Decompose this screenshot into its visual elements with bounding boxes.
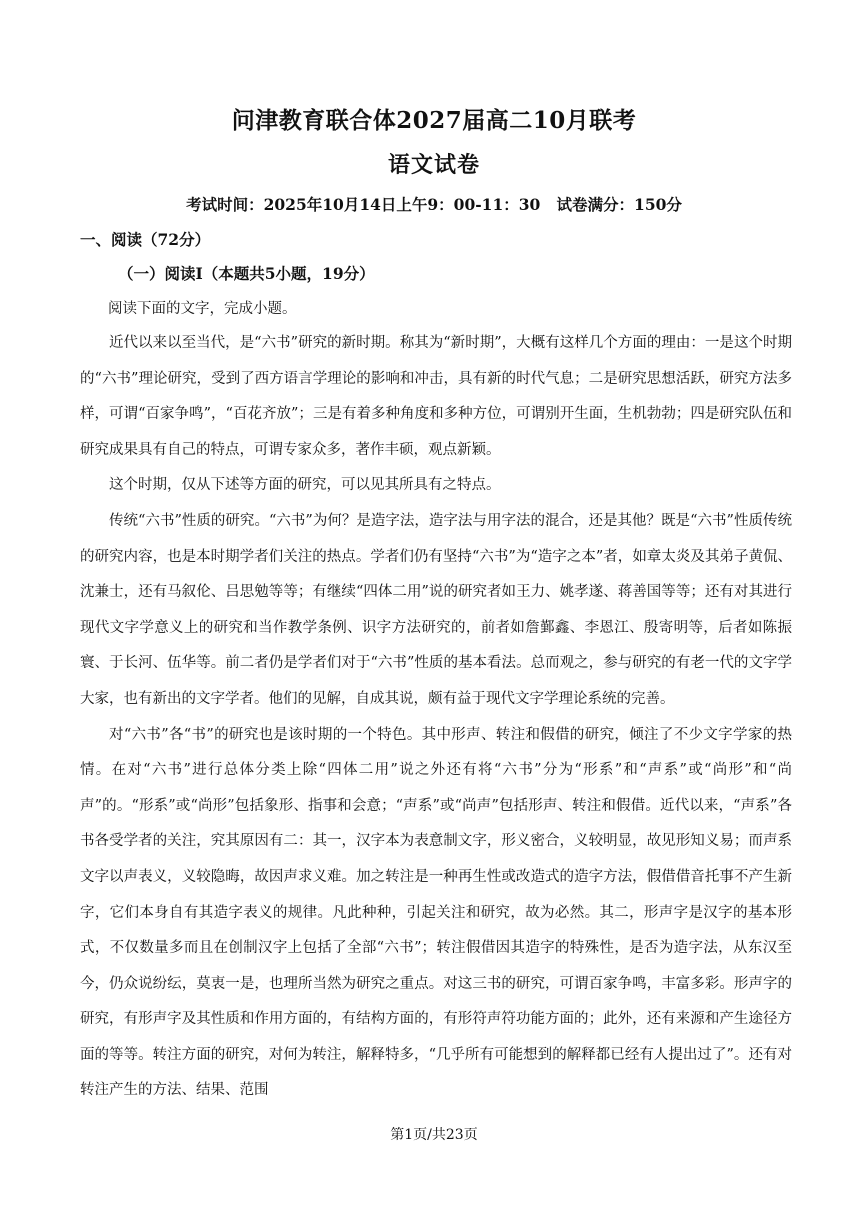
exam-info-line	[0, 193, 868, 215]
passage-paragraph-4: 对“六书”各“书”的研究也是该时期的一个特色。其中形声、转注和假借的研究，倾注了不少文字学家的热情。在对“六书”进行总体分类上除“四体二用”说之外还有将“六书”分为“形系”和“声系”或“尚形”和“尚声”的。“形系”或“尚形”包括象形、指事和会意；“声系”或“尚声”包括形声、转注和假借。近代以来，“声系”各书各受学者的关注，究其原因有二：其一，汉字本为表意制文字，形义密合，义较明显，故见形知义易；而声系文字以声表义，义较隐晦，故因声求义难。加之转注是一种再生性或改造式的造字方法，假借借音托事不产生新字，它们本身自有其造字表义的规律。凡此种种，引起关注和研究，故为必然。其二，形声字是汉字的基本形式，不仅数量多而且在创制汉字上包括了全部“六书”；转注假借因其造字的特殊性，是否为造字法，从东汉至今，仍众说纷纭，莫衷一是，也理所当然为研究之重点。对这三书的研究，可谓百家争鸣，丰富多彩。形声字的研究，有形声字及其性质和作用方面的，有结构方面的，有形符声符功能方面的；此外，还有来源和产生途径方面的等等。转注方面的研究，对何为转注，解释特多，“几乎所有可能想到的解释都已经有人提出过了”。还有对转注产生的方法、结果、范围	[80, 726, 792, 1099]
exam-info-spacer	[540, 195, 556, 214]
exam-title: 问津教育联合体2027届高二10月联考	[231, 107, 637, 134]
subsection-heading: （一）阅读Ⅰ（本题共5小题，19分）	[118, 264, 375, 283]
reading-instruction: 阅读下面的文字，完成小题。	[108, 301, 297, 317]
full-score-label: 试卷满分：	[556, 195, 635, 214]
exam-subtitle: 语文试卷	[387, 152, 480, 178]
exam-time-label: 考试时间：	[186, 195, 264, 214]
passage-paragraph-1: 近代以来以至当代，是“六书”研究的新时期。称其为“新时期”，大概有这样几个方面的理由：一是这个时期的“六书”理论研究，受到了西方语言学理论的影响和冲击，具有新的时代气息；二是研究思想活跃，研究方法多样，可谓“百家争鸣”，“百花齐放”；三是有着多种角度和多种方位，可谓别开生面，生机勃勃；四是研究队伍和研究成果具有自己的特点，可谓专家众多，著作丰硕，观点新颖。	[80, 335, 792, 458]
exam-time-value: 2025年10月14日上午9：00-11：30	[263, 195, 541, 214]
passage-paragraph-2: 这个时期，仅从下述等方面的研究，可以见其所具有之特点。	[109, 477, 501, 494]
passage-paragraph-3: 传统“六书”性质的研究。“六书”为何？是造字法，造字法与用字法的混合，还是其他？既是“六书”性质传统的研究内容，也是本时期学者们关注的热点。学者们仍有坚持“六书”为“造字之本”者，如章太炎及其弟子黄侃、沈兼士，还有马叙伦、吕思勉等等；有继续“四体二用”说的研究者如王力、姚孝遂、蒋善国等等；还有对其进行现代文字学意义上的研究和当作教学条例、识字方法研究的，前者如詹鄞鑫、李恩江、殷寄明等，后者如陈振寰、于长河、伍华等。前二者仍是学者们对于“六书”性质的基本看法。总而观之，参与研究的有老一代的文字学大家，也有新出的文字学者。他们的见解，自成其说，颇有益于现代文字学理论系统的完善。	[80, 512, 792, 707]
section-heading: 一、阅读（72分）	[80, 230, 211, 249]
reading-passage	[80, 326, 792, 1109]
page-number-footer: 第1页/共23页	[390, 1127, 478, 1143]
full-score-value: 150分	[634, 195, 682, 214]
